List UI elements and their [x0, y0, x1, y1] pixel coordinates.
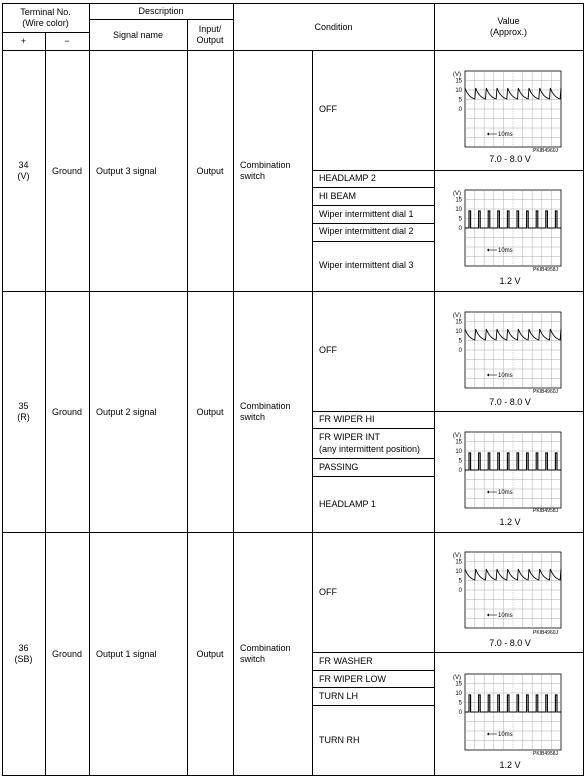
condition-item: Wiper intermittent dial 3 — [319, 260, 414, 270]
condition-item: TURN LH — [319, 691, 359, 701]
signal-name-cell: Output 3 signal — [96, 165, 157, 176]
tick-label: 15 — [455, 197, 462, 204]
ground-cell: Ground — [51, 648, 83, 659]
unit-label: (V) — [453, 313, 461, 319]
condition-item: Wiper intermittent dial 1 — [319, 209, 414, 219]
tick-label: 5 — [458, 97, 462, 104]
time-scale-label: 10ms — [498, 248, 513, 254]
header-value-label: Value — [497, 16, 520, 26]
waveform-a — [451, 67, 565, 149]
header-terminal-label: Terminal No. — [20, 7, 71, 17]
condition-main-line1: Combination — [240, 643, 291, 653]
image-code: PKIB4958J — [533, 508, 559, 514]
waveform-graph — [451, 670, 565, 752]
grid-line — [312, 428, 434, 429]
condition-item: FR WIPER LOW — [319, 674, 386, 684]
grid-line — [312, 476, 434, 477]
waveform-graph — [451, 186, 565, 268]
waveform-b — [451, 670, 565, 752]
unit-label: (V) — [453, 433, 461, 439]
header-minus: − — [64, 36, 70, 46]
tick-label: 15 — [455, 439, 462, 446]
header-approx-label: (Approx.) — [489, 27, 527, 37]
condition-item: FR WASHER — [319, 656, 373, 666]
tick-label: 15 — [455, 319, 462, 326]
terminal-number: 35 — [18, 401, 29, 411]
condition-item: OFF — [319, 345, 337, 355]
wire-color: (V) — [17, 171, 30, 181]
waveform-graph — [451, 67, 565, 149]
waveform-a — [451, 548, 565, 630]
header-output-label: Output — [196, 35, 224, 45]
condition-main-cell — [240, 292, 310, 532]
tick-label: 10 — [455, 329, 462, 335]
terminal-number: 36 — [18, 643, 29, 653]
condition-main-line1: Combination — [240, 401, 291, 411]
condition-item: OFF — [319, 104, 337, 114]
tick-label: 0 — [458, 710, 462, 716]
condition-item: Wiper intermittent dial 2 — [319, 226, 414, 236]
ground-cell: Ground — [51, 406, 83, 417]
header-wire-color: (Wire color) — [22, 18, 69, 28]
grid-line — [312, 187, 434, 188]
value-text: 7.0 - 8.0 V — [489, 638, 531, 648]
unit-label: (V) — [453, 553, 461, 559]
io-cell: Output — [196, 648, 224, 659]
tick-label: 15 — [455, 78, 462, 85]
image-code: PKIB4958J — [533, 267, 559, 273]
grid-line — [312, 223, 434, 224]
condition-item: TURN RH — [319, 735, 360, 745]
tick-label: 15 — [455, 559, 462, 566]
time-scale-label: 10ms — [498, 132, 513, 138]
condition-item: PASSING — [319, 462, 359, 472]
condition-main-line2: switch — [240, 412, 266, 422]
wire-color: (R) — [17, 412, 30, 422]
unit-label: (V) — [453, 675, 461, 681]
tick-label: 5 — [458, 578, 462, 585]
grid-line — [312, 687, 434, 688]
unit-label: (V) — [453, 72, 461, 78]
header-description: Description — [138, 6, 184, 16]
waveform-a — [451, 308, 565, 390]
tick-label: 10 — [455, 569, 462, 575]
header-input-output — [187, 20, 233, 50]
waveform-graph — [451, 428, 565, 510]
io-cell: Output — [196, 165, 224, 176]
tick-label: 5 — [458, 216, 462, 223]
value-text: 7.0 - 8.0 V — [489, 154, 531, 164]
condition-main-line1: Combination — [240, 160, 291, 170]
tick-label: 10 — [455, 691, 462, 697]
condition-item: FR WIPER HI — [319, 414, 375, 424]
wire-color: (SB) — [14, 654, 33, 664]
condition-item: FR WIPER INT — [319, 432, 380, 442]
header-plus: + — [20, 36, 27, 46]
image-code: PKIB4960J — [533, 389, 559, 395]
waveform-graph — [451, 548, 565, 630]
condition-main-line2: switch — [240, 171, 266, 181]
waveform-b — [451, 428, 565, 510]
condition-item: HI BEAM — [319, 191, 357, 201]
image-code: PKIB4960J — [533, 630, 559, 636]
grid-line — [312, 458, 434, 459]
tick-label: 0 — [458, 468, 462, 474]
time-scale-arrow — [487, 614, 489, 617]
tick-label: 10 — [455, 449, 462, 455]
header-input-label: Input/ — [198, 24, 222, 34]
tick-label: 10 — [455, 207, 462, 213]
time-scale-label: 10ms — [498, 373, 513, 379]
tick-label: 0 — [458, 348, 462, 354]
ground-cell: Ground — [51, 165, 83, 176]
grid-line — [434, 3, 435, 776]
condition-item: (any intermittent position) — [319, 444, 421, 454]
terminal-cell — [2, 533, 45, 775]
grid-line — [312, 50, 313, 776]
tick-label: 10 — [455, 88, 462, 94]
terminal-number: 34 — [18, 160, 29, 170]
grid-line — [312, 170, 584, 171]
grid-line — [89, 3, 90, 776]
grid-line — [312, 652, 584, 653]
time-scale-arrow — [487, 249, 489, 252]
signal-name-cell: Output 2 signal — [96, 406, 157, 417]
tick-label: 5 — [458, 700, 462, 707]
grid-line — [312, 241, 434, 242]
header-value — [434, 4, 583, 50]
condition-item: HEADLAMP 2 — [319, 173, 376, 183]
time-scale-arrow — [487, 374, 489, 377]
value-text: 7.0 - 8.0 V — [489, 397, 531, 407]
waveform-b — [451, 186, 565, 268]
condition-main-cell — [240, 51, 310, 291]
condition-item: HEADLAMP 1 — [319, 499, 376, 509]
grid-line — [312, 705, 434, 706]
unit-label: (V) — [453, 191, 461, 197]
image-code: PKIB4960J — [533, 148, 559, 154]
time-scale-label: 10ms — [498, 490, 513, 496]
header-terminal-no — [2, 4, 89, 32]
signal-name-cell: Output 1 signal — [96, 648, 157, 659]
time-scale-arrow — [487, 491, 489, 494]
value-text: 1.2 V — [499, 276, 521, 286]
grid-line — [312, 670, 434, 671]
terminal-cell — [2, 292, 45, 532]
value-text: 1.2 V — [499, 517, 521, 527]
grid-line — [233, 3, 234, 776]
grid-line — [312, 411, 584, 412]
io-cell: Output — [196, 406, 224, 417]
tick-label: 5 — [458, 338, 462, 345]
header-condition: Condition — [314, 21, 353, 32]
time-scale-arrow — [487, 133, 489, 136]
time-scale-label: 10ms — [498, 613, 513, 619]
time-scale-arrow — [487, 733, 489, 736]
condition-main-cell — [240, 533, 310, 775]
value-text: 1.2 V — [499, 760, 521, 770]
waveform-graph — [451, 308, 565, 390]
tick-label: 5 — [458, 458, 462, 465]
grid-line — [312, 205, 434, 206]
terminal-cell — [2, 51, 45, 291]
header-signal-name: Signal name — [112, 29, 164, 40]
tick-label: 0 — [458, 107, 462, 113]
tick-label: 15 — [455, 681, 462, 688]
image-code: PKIB4958J — [533, 751, 559, 757]
condition-main-line2: switch — [240, 654, 266, 664]
time-scale-label: 10ms — [498, 732, 513, 738]
tick-label: 0 — [458, 588, 462, 594]
tick-label: 0 — [458, 226, 462, 232]
condition-item: OFF — [319, 587, 337, 597]
